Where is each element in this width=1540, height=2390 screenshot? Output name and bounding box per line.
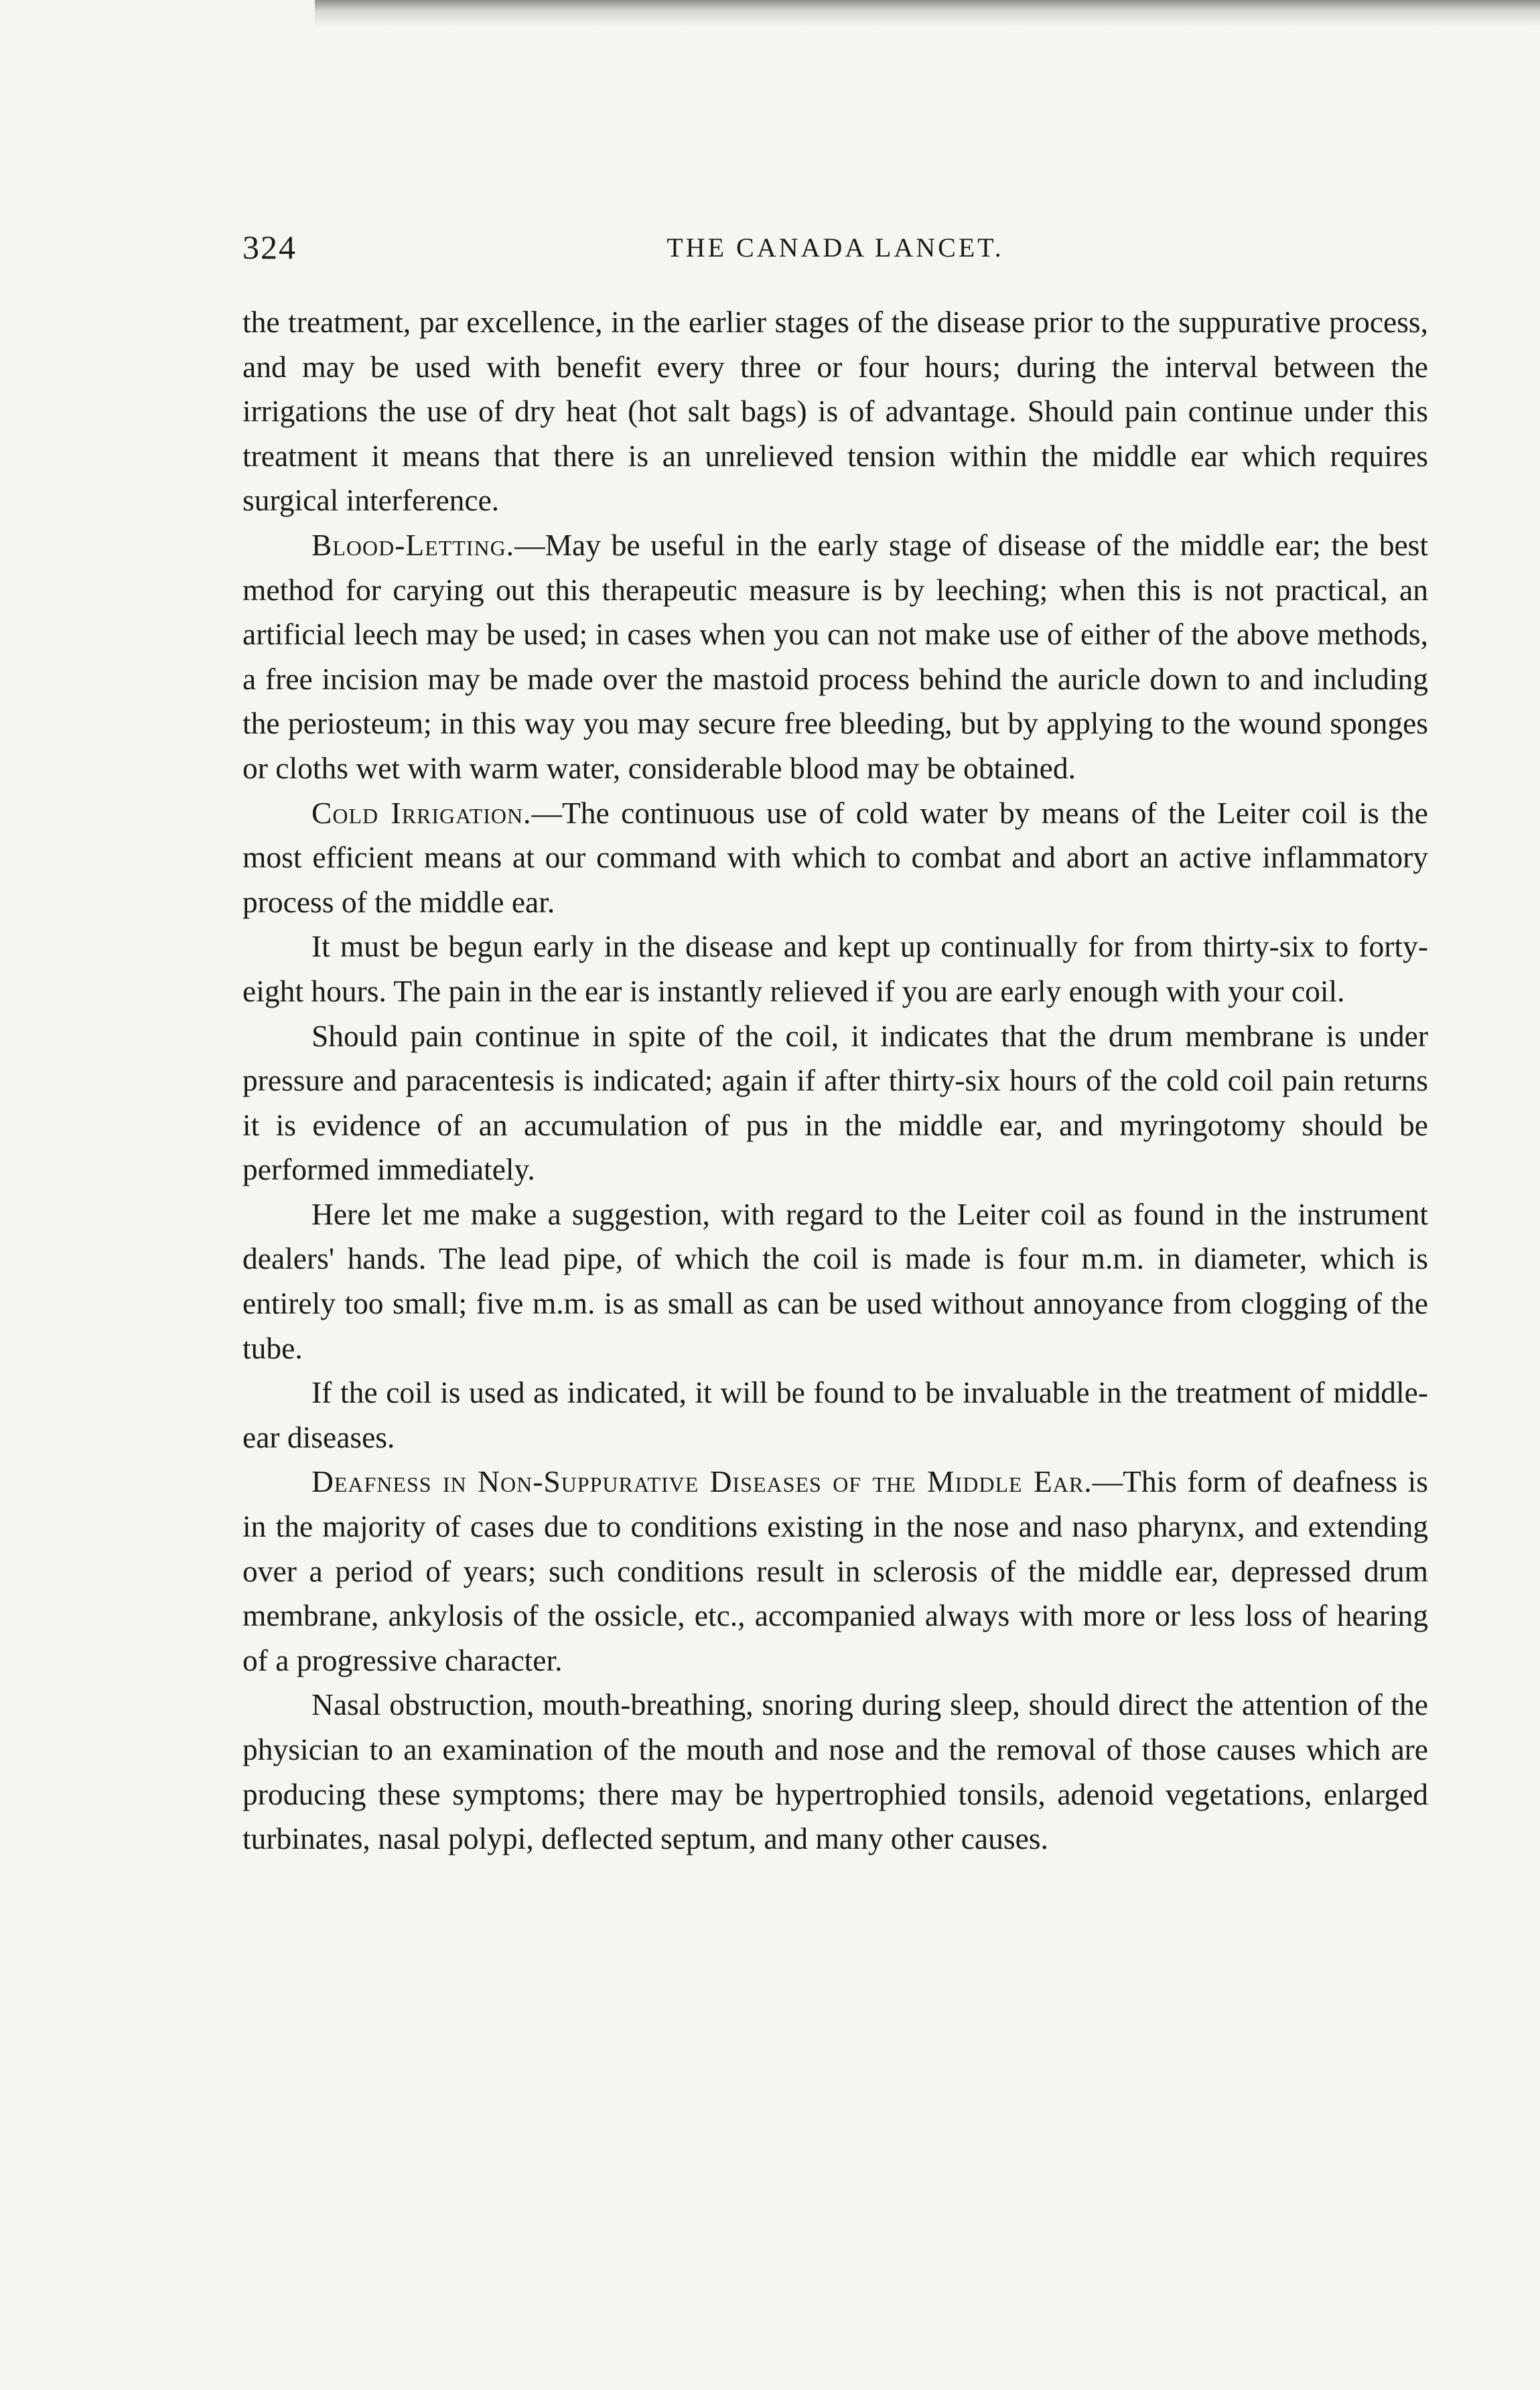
paragraph [242,791,1428,925]
paragraph [242,1014,1428,1192]
paragraph [242,924,1428,1013]
paragraph-heading: Cold Irrigation. [311,795,532,830]
document-page [242,228,1428,1861]
paragraph [242,523,1428,791]
paragraph-text: —This form of deafness is in the majority of cases due to conditions existing in the nose and naso pharynx, and extending over a period of years; such conditions result in sclerosis of the middle ear, depressed drum membrane, ankylosis of the ossicle, etc., accompanied always with more or less loss of hearing of a progressive character. [242,1464,1428,1677]
page-header [242,228,1428,281]
paragraph [242,1683,1428,1861]
paragraph-heading: Deafness in Non-Suppurative Diseases of the Middle Ear. [311,1464,1093,1499]
paragraph-text: Should pain continue in spite of the coil, it indicates that the drum membrane is under pressure and paracentesis is indicated; again if after thirty-six hours of the cold coil pain returns it is evidence of an accumulation of pus in the middle ear, and myringotomy should be performed immediately. [242,1018,1428,1187]
page-number: 324 [242,228,297,266]
paragraph-text: Here let me make a suggestion, with regard to the Leiter coil as found in the instrument dealers' hands. The lead pipe, of which the coil is made is four m.m. in diameter, which is entirely too small; five m.m. is as small as can be used without annoyance from clogging of the tube. [242,1196,1428,1365]
paragraph [242,300,1428,523]
body-text [242,300,1428,1861]
paragraph-text: —The continuous use of cold water by means of the Leiter coil is the most efficient means at our command with which to combat and abort an active inflammatory process of the middle ear. [242,795,1428,919]
paragraph-text: If the coil is used as indicated, it will be found to be invaluable in the treatment of middle-ear diseases. [242,1375,1428,1454]
paragraph-text: Nasal obstruction, mouth-breathing, snoring during sleep, should direct the attention of the physician to an examination of the mouth and nose and the removal of those causes which are producing these symptoms; there may be hypertrophied tonsils, adenoid vegetations, enlarged turbinates, nasal polypi, deflected septum, and many other causes. [242,1687,1428,1856]
paragraph [242,1370,1428,1460]
paragraph-text: —May be useful in the early stage of disease of the middle ear; the best method for carying out this therapeutic measure is by leeching; when this is not practical, an artificial leech may be used; in cases when you can not make use of either of the above methods, a free incision may be made over the mastoid process behind the auricle down to and including the periosteum; in this way you may secure free bleeding, but by applying to the wound sponges or cloths wet with warm water, considerable blood may be obtained. [242,527,1428,785]
paragraph-text: It must be begun early in the disease and kept up continually for from thirty-six to forty-eight hours. The pain in the ear is instantly relieved if you are early enough with your coil. [242,929,1428,1008]
paragraph [242,1460,1428,1683]
paragraph-text: the treatment, par excellence, in the earlier stages of the disease prior to the suppurative process, and may be used with benefit every three or four hours; during the interval between the irrigations the use of dry heat (hot salt bags) is of advantage. Should pain continue under this treatment it means that there is an unrelieved tension within the middle ear which requires surgical interference. [242,305,1428,518]
scan-edge-artifact [315,0,1540,27]
paragraph-heading: Blood-Letting. [311,527,515,562]
paragraph [242,1192,1428,1370]
running-head: THE CANADA LANCET. [667,232,1004,263]
